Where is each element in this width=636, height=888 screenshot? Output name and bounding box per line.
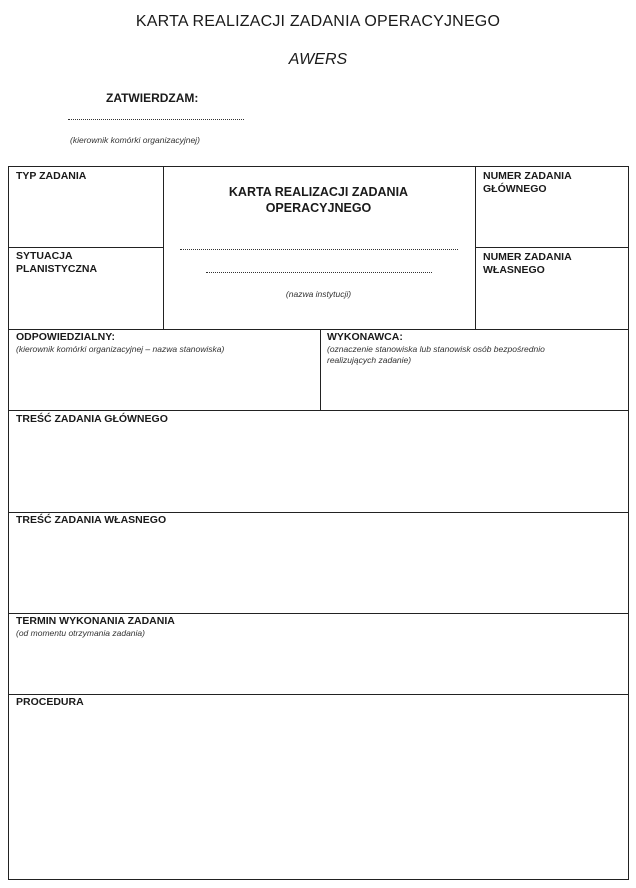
document-title: KARTA REALIZACJI ZADANIA OPERACYJNEGO	[135, 13, 501, 30]
field-numer-zadania-glownego	[483, 170, 572, 196]
field-label-line: PLANISTYCZNA	[16, 263, 98, 275]
form-center-title	[162, 184, 475, 216]
divider	[475, 167, 476, 329]
field-caption: (oznaczenie stanowiska lub stanowisk osób bezpośrednio	[327, 344, 545, 354]
center-title-line: KARTA REALIZACJI ZADANIA	[228, 185, 409, 199]
divider	[475, 247, 629, 248]
field-label-line: NUMER ZADANIA	[483, 251, 572, 263]
field-caption: (od momentu otrzymania zadania)	[16, 628, 145, 638]
document-subtitle: AWERS	[288, 51, 348, 68]
institution-caption: (nazwa instytucji)	[285, 289, 352, 299]
approver-caption: (kierownik komórki organizacyjnej)	[70, 135, 200, 145]
field-tresc-zadania-glownego: TREŚĆ ZADANIA GŁÓWNEGO	[16, 413, 168, 425]
divider	[9, 613, 629, 614]
field-wykonawca	[327, 331, 545, 366]
field-label: TERMIN WYKONANIA ZADANIA	[16, 615, 175, 627]
divider	[9, 329, 629, 330]
approver-signature-line[interactable]	[68, 119, 244, 120]
institution-name-line-1[interactable]	[180, 249, 458, 250]
field-typ-zadania: TYP ZADANIA	[16, 170, 87, 182]
field-procedura: PROCEDURA	[16, 696, 84, 708]
field-label-line: WŁASNEGO	[483, 264, 545, 276]
field-tresc-zadania-wlasnego: TREŚĆ ZADANIA WŁASNEGO	[16, 514, 167, 526]
field-label: ODPOWIEDZIALNY:	[16, 331, 115, 343]
center-title-line: OPERACYJNEGO	[265, 201, 372, 215]
field-label-line: SYTUACJA	[16, 250, 73, 262]
field-odpowiedzialny	[16, 331, 224, 355]
field-numer-zadania-wlasnego	[483, 251, 572, 277]
divider	[9, 694, 629, 695]
field-termin-wykonania	[16, 615, 175, 639]
field-sytuacja-planistyczna	[16, 250, 97, 276]
field-label-line: NUMER ZADANIA	[483, 170, 572, 182]
field-caption: (kierownik komórki organizacyjnej – nazwa stanowiska)	[16, 344, 225, 354]
field-caption: realizujących zadanie)	[327, 355, 412, 365]
field-label-line: GŁÓWNEGO	[483, 183, 547, 195]
approve-label: ZATWIERDZAM:	[106, 91, 199, 105]
field-label: WYKONAWCA:	[327, 331, 403, 343]
divider	[9, 512, 629, 513]
divider	[320, 329, 321, 410]
divider	[9, 247, 164, 248]
divider	[9, 410, 629, 411]
institution-name-line-2[interactable]	[206, 272, 432, 273]
